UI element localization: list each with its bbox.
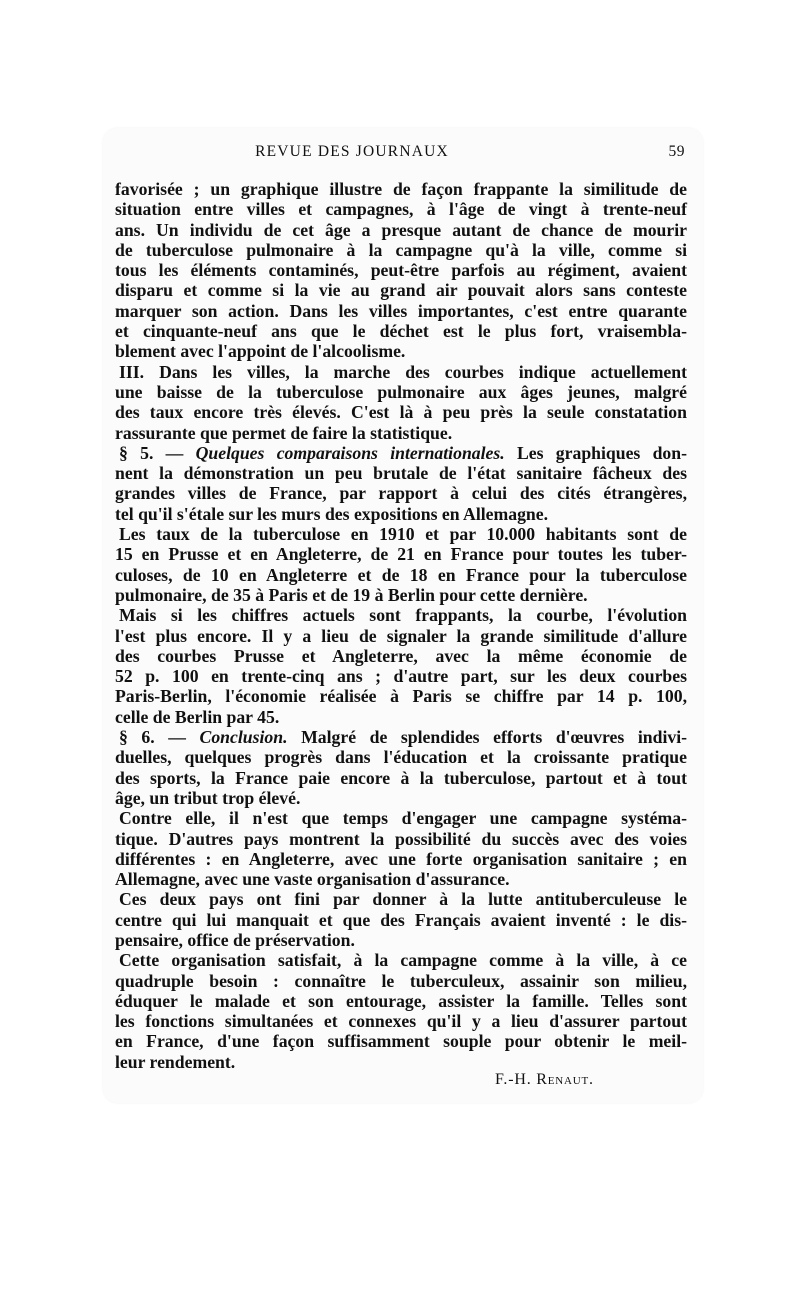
paragraph-organisation: [115, 950, 687, 1072]
text-line: tique. D'autres pays montrent la possibilité du succès avec des voies: [115, 828, 687, 849]
text-line: marquer son action. Dans les villes importantes, c'est entre quarante: [115, 300, 687, 321]
running-title: REVUE DES JOURNAUX: [255, 143, 449, 160]
text-line: Allemagne, avec une vaste organisation d'assurance.: [115, 869, 510, 890]
page-number: 59: [668, 143, 685, 160]
section-title: Quelques comparaisons internationales.: [195, 442, 505, 463]
text-fragment: Les graphiques don-: [504, 442, 687, 463]
text-line: pulmonaire, de 35 à Paris et de 19 à Berlin pour cette dernière.: [115, 584, 588, 605]
section-title: Conclusion.: [199, 727, 288, 748]
text-fragment: Malgré de splendides efforts d'œuvres indivi-: [287, 727, 688, 748]
text-line: 15 en Prusse et en Angleterre, de 21 en France pour toutes les tuber-: [115, 544, 687, 565]
text-line: l'est plus encore. Il y a lieu de signaler la grande similitude d'allure: [115, 625, 687, 646]
text-line: [115, 443, 687, 463]
text-line: les fonctions simultanées et connexes qu'il y a lieu d'assurer partout: [115, 1011, 687, 1032]
text-line: nent la démonstration un peu brutale de l'état sanitaire fâcheux des: [115, 463, 687, 484]
text-line: des taux encore très élevés. C'est là à peu près la seule constatation: [115, 402, 687, 423]
paragraph-deux-pays: [115, 889, 687, 950]
text-line: leur rendement.: [115, 1051, 236, 1072]
text-line: [115, 727, 687, 747]
text-line: des sports, la France paie encore à la tuberculose, partout et à tout: [115, 767, 687, 788]
section-5-paragraph: [115, 443, 687, 524]
text-line: tous les éléments contaminés, peut-être parfois au régiment, avaient: [115, 260, 687, 281]
text-line: Paris-Berlin, l'économie réalisée à Paris se chiffre par 14 p. 100,: [115, 686, 687, 707]
text-line: Mais si les chiffres actuels sont frappants, la courbe, l'évolution: [119, 605, 687, 626]
text-line: 52 p. 100 en trente-cinq ans ; d'autre part, sur les deux courbes: [115, 666, 687, 687]
text-line: culoses, de 10 en Angleterre et de 18 en France pour la tuberculose: [115, 564, 687, 585]
text-line: favorisée ; un graphique illustre de façon frappante la similitude de: [115, 179, 687, 199]
text-line: rassurante que permet de faire la statistique.: [115, 422, 453, 443]
text-line: et cinquante-neuf ans que le déchet est le plus fort, vraisembla-: [115, 321, 687, 342]
text-line: de tuberculose pulmonaire à la campagne qu'à la ville, comme si: [115, 239, 687, 260]
paragraph-evolution: [115, 605, 687, 727]
paragraph-rates: [115, 524, 687, 605]
page-header: [197, 143, 687, 167]
text-line: une baisse de la tuberculose pulmonaire aux âges jeunes, malgré: [115, 381, 687, 402]
paragraph-1: [115, 179, 687, 362]
section-6-paragraph: [115, 727, 687, 808]
author-signature: F.-H. Renaut.: [495, 1071, 594, 1088]
text-line: pensaire, office de préservation.: [115, 929, 355, 950]
text-line: éduquer le malade et son entourage, assister la famille. Telles sont: [115, 990, 687, 1011]
text-line: celle de Berlin par 45.: [115, 706, 280, 727]
text-line: âge, un tribut trop élevé.: [115, 787, 301, 808]
text-line: duelles, quelques progrès dans l'éducation et la croissante pratique: [115, 747, 687, 768]
text-line: centre qui lui manquait et que des Français avaient inventé : le dis-: [115, 909, 687, 930]
text-line: III. Dans les villes, la marche des courbes indique actuellement: [119, 361, 687, 382]
text-line: différentes : en Angleterre, avec une forte organisation sanitaire ; en: [115, 848, 687, 869]
paragraph-contre-elle: [115, 808, 687, 889]
section-number: § 5. —: [119, 442, 184, 463]
text-line: situation entre villes et campagnes, à l'âge de vingt à trente-neuf: [115, 199, 687, 220]
text-line: grandes villes de France, par rapport à celui des cités étrangères,: [115, 483, 687, 504]
article-body: [115, 179, 687, 1072]
text-line: Contre elle, il n'est que temps d'engager une campagne systéma-: [119, 808, 687, 829]
text-line: tel qu'il s'étale sur les murs des expositions en Allemagne.: [115, 503, 549, 524]
section-number: § 6. —: [119, 727, 186, 748]
text-line: blement avec l'appoint de l'alcoolisme.: [115, 341, 406, 362]
text-line: Les taux de la tuberculose en 1910 et par 10.000 habitants sont de: [119, 524, 687, 545]
text-line: disparu et comme si la vie au grand air pouvait alors sans conteste: [115, 280, 687, 301]
text-line: ans. Un individu de cet âge a presque autant de chance de mourir: [115, 219, 687, 240]
paragraph-2: [115, 362, 687, 443]
text-line: des courbes Prusse et Angleterre, avec la même économie de: [115, 645, 687, 666]
text-line: quadruple besoin : connaître le tuberculeux, assainir son milieu,: [115, 970, 687, 991]
text-line: Ces deux pays ont fini par donner à la lutte antituberculeuse le: [119, 889, 687, 910]
text-line: en France, d'une façon suffisamment souple pour obtenir le meil-: [115, 1031, 687, 1052]
text-line: Cette organisation satisfait, à la campagne comme à la ville, à ce: [119, 950, 687, 971]
